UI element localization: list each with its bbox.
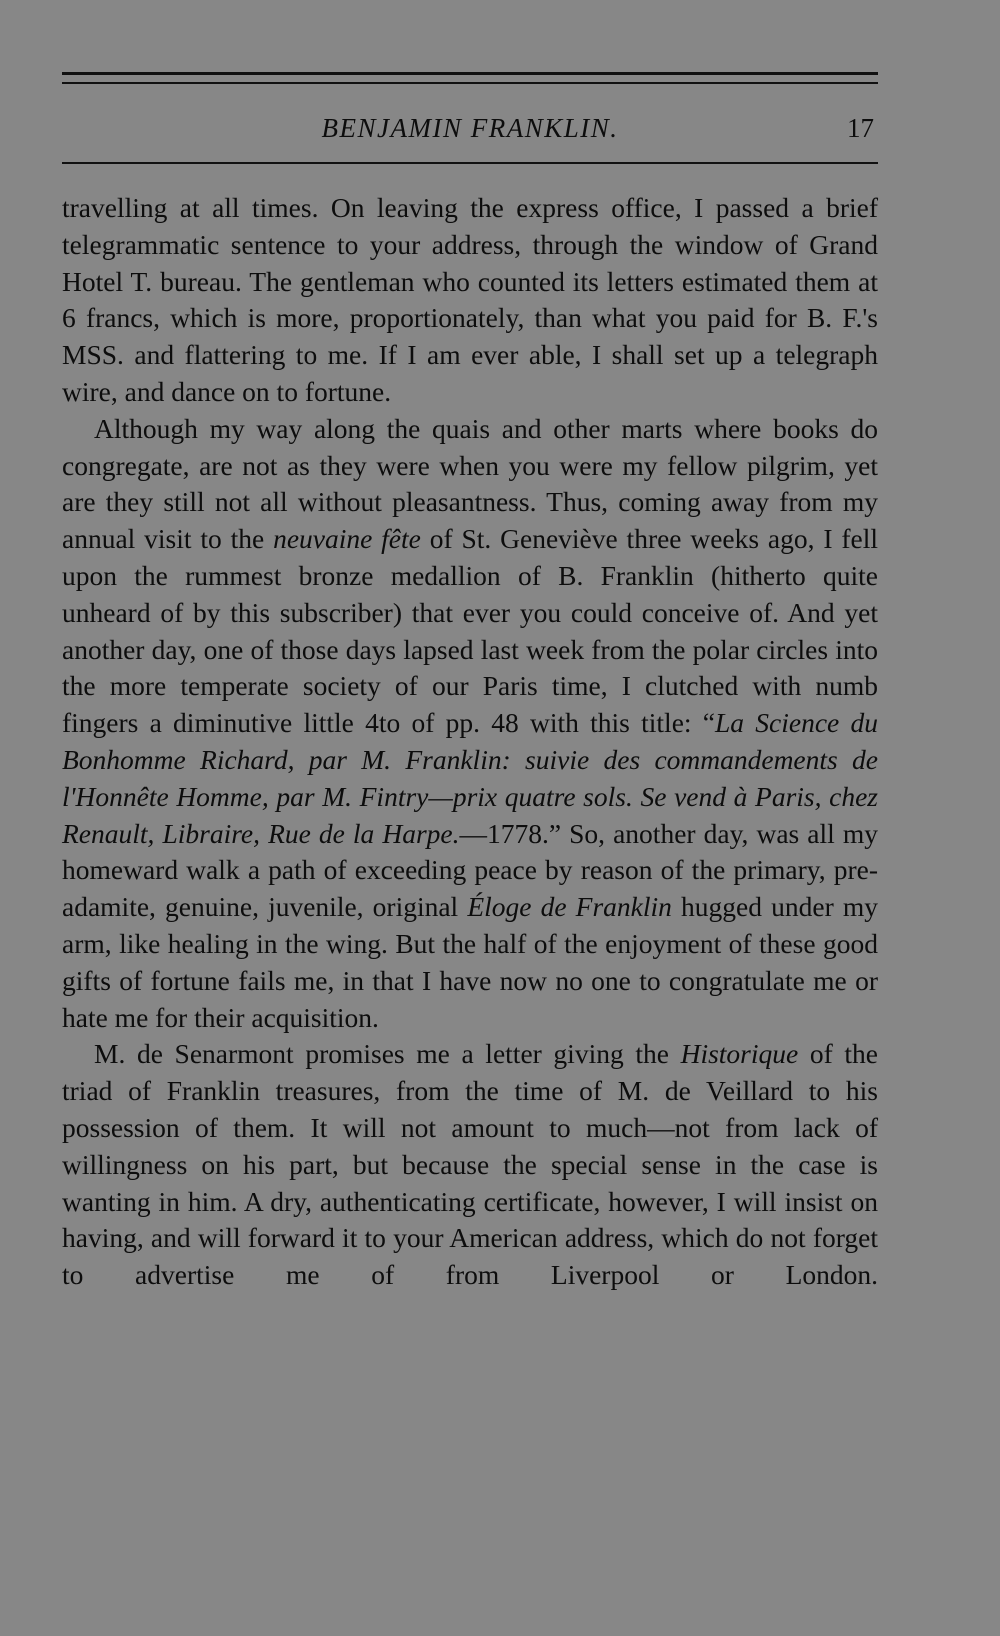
body-text bbox=[62, 190, 878, 1294]
paragraph-2-text-c: —1778.” So, another day, was all my homeward walk a path of exceeding peace by reason of the primary, pre-adamite, genuine, juvenile, original bbox=[62, 817, 878, 923]
paragraph-2 bbox=[62, 411, 878, 1037]
paragraph-3-text-a: M. de Senarmont promises me a letter giving the bbox=[94, 1038, 681, 1070]
paragraph-3-text-b: of the triad of Franklin treasures, from the time of M. de Veillard to his possession of them. It will not amount to much—not from lack of willingness on his part, but because the special sense in the case is wanting in him. A dry, authenticating certificate, however, I will insist on having, and will forward it to your American address, which do not forget to advertise me of from Liverpool or London. bbox=[62, 1038, 878, 1291]
running-head bbox=[62, 108, 878, 148]
paragraph-2-text-b: of St. Geneviève three weeks ago, I fell upon the rummest bronze medallion of B. Franklin (hitherto quite unheard of by this subscriber) that ever you could conceive of. And yet another day, one of those days lapsed last week from the polar circles into the more temperate society of our Paris time, I clutched with numb fingers a diminutive little 4to of pp. 48 with this title: “ bbox=[62, 523, 879, 739]
paragraph-2-italic-eloge: Éloge de Franklin bbox=[467, 891, 672, 923]
page-number: 17 bbox=[847, 113, 874, 143]
paragraph-1-text: travelling at all times. On leaving the express office, I passed a brief telegrammatic sentence to your address, through the window of Grand Hotel T. bureau. The gentleman who counted its letters estimated them at 6 francs, which is more, proportionately, than what you paid for B. F.'s MSS. and flattering to me. If I am ever able, I shall set up a telegraph wire, and dance on to fortune. bbox=[62, 192, 878, 407]
paragraph-2-text-d: hugged under my arm, like healing in the wing. But the half of the enjoyment of these good gifts of fortune fails me, in that I have now no one to congratulate me or hate me for their acquisition. bbox=[62, 891, 878, 1033]
paragraph-3 bbox=[62, 1036, 878, 1294]
paragraph-3-italic-historique: Historique bbox=[680, 1038, 799, 1070]
header-rule-bottom bbox=[62, 162, 878, 164]
paragraph-2-italic-neuvaine: neuvaine fête bbox=[273, 523, 421, 555]
paragraph-1 bbox=[62, 190, 878, 411]
paragraph-2-text-a: Although my way along the quais and other marts where books do congregate, are not as they were when you were my fellow pilgrim, yet are they still not all without pleasantness. Thus, coming away from my annual visit to the bbox=[62, 412, 878, 555]
running-title: BENJAMIN FRANKLIN. bbox=[321, 113, 619, 143]
paragraph-2-italic-book-title: La Science du Bonhomme Richard, par M. Franklin: suivie des commandements de l'Honnête Homme, par M. Fintry—prix quatre sols. Se vend à Paris, chez Renault, Libraire, Rue de la Harpe. bbox=[62, 707, 878, 849]
header-rule-top bbox=[62, 72, 878, 75]
header-rule-top-thin bbox=[62, 82, 878, 84]
